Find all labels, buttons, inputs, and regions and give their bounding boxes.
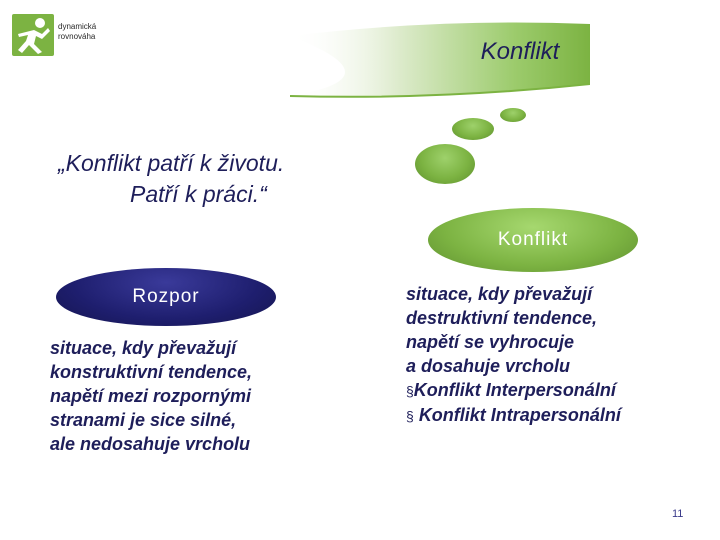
rozpor-description bbox=[50, 336, 350, 456]
rozpor-line: napětí mezi rozpornými bbox=[50, 386, 252, 406]
bullet-item bbox=[406, 378, 706, 403]
bullet-item bbox=[406, 403, 706, 428]
decor-bubble-large bbox=[415, 144, 475, 184]
konflikt-line: a dosahuje vrcholu bbox=[406, 356, 571, 376]
logo-wordmark bbox=[58, 22, 96, 42]
konflikt-pill bbox=[428, 208, 638, 272]
page-title: Konflikt bbox=[480, 38, 560, 65]
quote-block bbox=[58, 148, 388, 210]
konflikt-line: napětí se vyhrocuje bbox=[406, 332, 575, 352]
bullet-text: Konflikt Interpersonální bbox=[413, 380, 616, 400]
quote-line-1: „Konflikt patří k životu. bbox=[58, 150, 285, 176]
page-number: 11 bbox=[672, 508, 684, 520]
konflikt-pill-label: Konflikt bbox=[497, 229, 569, 250]
quote-line-2: Patří k práci.“ bbox=[130, 181, 267, 207]
logo-mark bbox=[12, 14, 54, 56]
logo-line-1: dynamická bbox=[58, 22, 97, 31]
konflikt-line: situace, kdy převažují bbox=[406, 284, 593, 304]
decor-bubble-small bbox=[500, 108, 526, 122]
decor-bubble-medium bbox=[452, 118, 494, 140]
rozpor-line: ale nedosahuje vrcholu bbox=[50, 434, 251, 454]
rozpor-line: situace, kdy převažují bbox=[50, 338, 237, 358]
rozpor-pill bbox=[56, 268, 276, 326]
bullet-marker: § bbox=[406, 408, 414, 424]
konflikt-line: destruktivní tendence, bbox=[406, 308, 598, 328]
bullet-text: Konflikt Intrapersonální bbox=[418, 405, 621, 425]
running-figure-icon bbox=[12, 14, 54, 56]
rozpor-line: konstruktivní tendence, bbox=[50, 362, 253, 382]
bullet-marker: § bbox=[406, 383, 414, 399]
rozpor-line: stranami je sice silné, bbox=[50, 410, 237, 430]
logo-line-2: rovnováha bbox=[58, 32, 96, 41]
rozpor-pill-label: Rozpor bbox=[132, 286, 200, 307]
konflikt-description bbox=[406, 282, 706, 428]
